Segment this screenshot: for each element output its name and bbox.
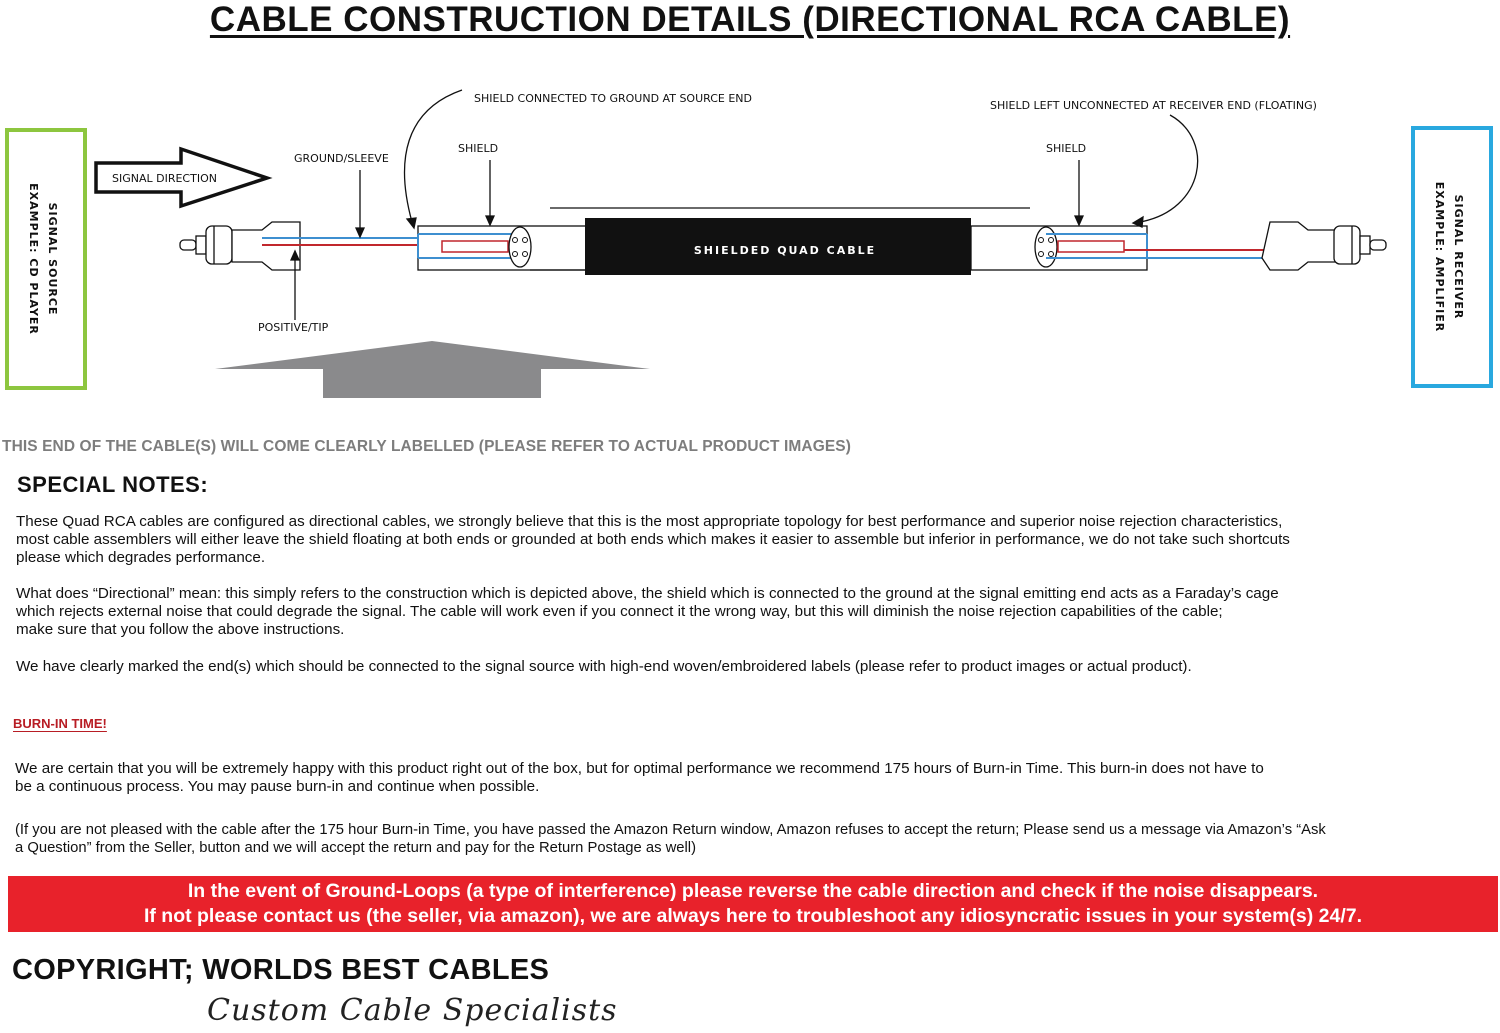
notes-paragraph-3: We have clearly marked the end(s) which should be connected to the signal source with high-end woven/embroidered labels (please refer to product images or actual product). — [16, 658, 1192, 675]
cable-diagram — [0, 60, 1500, 405]
left-shield-section — [418, 226, 590, 270]
notes-paragraph-1: These Quad RCA cables are configured as directional cables, we strongly believe that this is the most appropriate topology for best performance and superior noise rejection characteristics, most cable assemblers will either leave the shield floating at both ends or grounded at both ends which makes it easier to assemble but inferior in performance, we do not take such shortcuts please which degrades performance. — [16, 513, 1290, 566]
copyright-text: COPYRIGHT; WORLDS BEST CABLES — [12, 954, 550, 986]
notes-paragraph-2: What does “Directional” mean: this simply refers to the construction which is depicted above, the shield which is connected to the ground at the signal emitting end acts as a Faraday’s cage which rejects external noise that could degrade the signal. The cable will work even if you connect it the wrong way, but this will diminish the noise rejection capabilities of the cable; make sure that you follow the above instructions. — [16, 585, 1279, 638]
banner-line-2: If not please contact us (the seller, via amazon), we are always here to troubleshoot any idiosyncratic issues in your system(s) 24/7. — [143, 905, 1363, 927]
special-notes-heading: SPECIAL NOTES: — [17, 472, 209, 497]
labelled-end-note: THIS END OF THE CABLE(S) WILL COME CLEARLY LABELLED (PLEASE REFER TO ACTUAL PRODUCT IMAGES) — [2, 438, 851, 455]
tagline-text: Custom Cable Specialists — [207, 993, 618, 1028]
source-line1: SIGNAL SOURCE — [46, 202, 59, 316]
burn-in-paragraph: We are certain that you will be extremely happy with this product right out of the box, but for optimal performance we recommend 175 hours of Burn-in Time. This burn-in does not have to be a continuous process. You may pause burn-in and continue when possible. — [15, 760, 1264, 795]
shield-grounded-label: SHIELD CONNECTED TO GROUND AT SOURCE END — [474, 92, 753, 105]
right-rca-plug — [1262, 222, 1386, 270]
pointer-arrows — [291, 90, 1198, 320]
shield-right-label: SHIELD — [1046, 142, 1087, 155]
end-indicator-arrow — [215, 341, 650, 398]
ground-sleeve-label: GROUND/SLEEVE — [294, 152, 389, 165]
source-line2: EXAMPLE: CD PLAYER — [27, 183, 40, 335]
receiver-line1: SIGNAL RECEIVER — [1452, 194, 1465, 320]
signal-receiver-box — [1413, 128, 1491, 386]
ground-loop-banner — [8, 876, 1498, 932]
page-title: CABLE CONSTRUCTION DETAILS (DIRECTIONAL RCA CABLE) — [209, 0, 1291, 39]
return-note-paragraph: (If you are not pleased with the cable after the 175 hour Burn-in Time, you have passed the Amazon Return window, Amazon refuses to accept the return; Please send us a message via Amazon’s “Ask a Question” from the Seller, button and we will accept the return and pay for the Return Postage as well) — [15, 822, 1326, 856]
signal-source-box — [7, 130, 85, 388]
cable-label: SHIELDED QUAD CABLE — [693, 244, 877, 257]
receiver-line2: EXAMPLE: AMPLIFIER — [1433, 181, 1446, 333]
positive-tip-label: POSITIVE/TIP — [258, 321, 329, 334]
right-shield-section — [971, 226, 1147, 270]
burn-in-heading: BURN-IN TIME! — [13, 716, 107, 731]
shield-left-label: SHIELD — [458, 142, 499, 155]
signal-direction-label: SIGNAL DIRECTION — [112, 172, 217, 185]
signal-direction-arrow — [96, 149, 267, 206]
shield-floating-label: SHIELD LEFT UNCONNECTED AT RECEIVER END (FLOATING) — [990, 99, 1317, 112]
banner-line-1: In the event of Ground-Loops (a type of interference) please reverse the cable direction and check if the noise disappears. — [187, 880, 1319, 902]
